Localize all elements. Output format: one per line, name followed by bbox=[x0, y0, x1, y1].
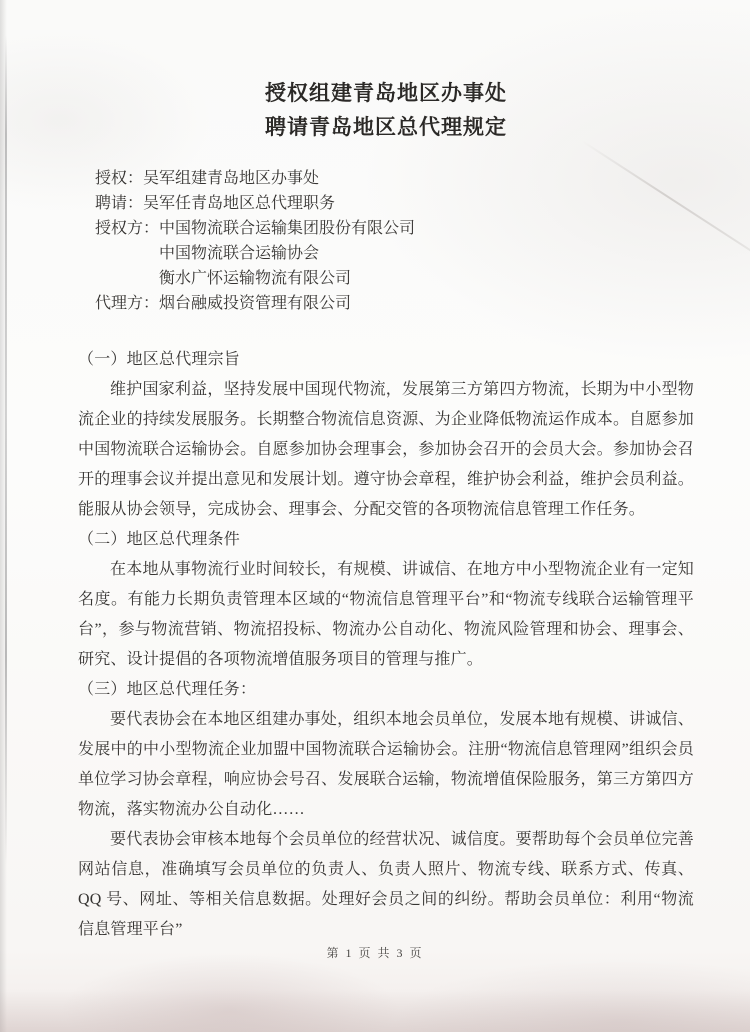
meta-value-authorizer-2: 中国物流联合运输协会 bbox=[159, 245, 320, 262]
meta-value-authorize: 吴军组建青岛地区办事处 bbox=[143, 170, 320, 187]
meta-label-appoint: 聘请： bbox=[95, 195, 144, 212]
meta-line-authorize bbox=[95, 166, 694, 191]
page-number: 第 1 页 共 3 页 bbox=[326, 946, 424, 960]
meta-label-agent: 代理方： bbox=[95, 295, 160, 312]
section-3-paragraph-1: 要代表协会在本地区组建办事处，组织本地会员单位，发展本地有规模、讲诚信、发展中的中小型物流企业加盟中国物流联合运输协会。注册“物流信息管理网”组织会员单位学习协会章程，响应协会号召、发展联合运输，物流增值保险服务，第三方第四方物流，落实物流办公自动化…… bbox=[78, 711, 694, 818]
document-body bbox=[78, 76, 694, 945]
title-line-2: 聘请青岛地区总代理规定 bbox=[265, 115, 507, 139]
meta-line-authorizer bbox=[95, 216, 694, 241]
document-content bbox=[78, 345, 694, 945]
section-3-heading: （三）地区总代理任务： bbox=[78, 681, 257, 698]
document-title bbox=[78, 76, 694, 144]
title-line-1: 授权组建青岛地区办事处 bbox=[265, 81, 507, 105]
meta-block bbox=[95, 166, 694, 316]
section-3-paragraph-2: 要代表协会审核本地每个会员单位的经营状况、诚信度。要帮助每个会员单位完善网站信息，准确填写会员单位的负责人、负责人照片、物流专线、联系方式、传真、QQ 号、网址、等相关信息数据。处理好会员之间的纠纷。帮助会员单位：利用“物流信息管理平台” bbox=[78, 831, 694, 938]
meta-label-authorizer: 授权方： bbox=[95, 220, 160, 237]
scan-crease-left bbox=[5, 35, 7, 865]
meta-value-authorizer-3: 衡水广怀运输物流有限公司 bbox=[159, 270, 352, 287]
meta-line-appoint bbox=[95, 191, 694, 216]
meta-label-authorize: 授权： bbox=[95, 170, 144, 187]
meta-value-agent: 烟台融威投资管理有限公司 bbox=[159, 295, 352, 312]
meta-line-agent bbox=[95, 291, 694, 316]
meta-value-authorizer-1: 中国物流联合运输集团股份有限公司 bbox=[159, 220, 416, 237]
section-1-heading: （一）地区总代理宗旨 bbox=[78, 351, 241, 368]
section-2-paragraph-1: 在本地从事物流行业时间较长，有规模、讲诚信、在地方中小型物流企业有一定知名度。有能力长期负责管理本区域的“物流信息管理平台”和“物流专线联合运输管理平台”，参与物流营销、物流招投标、物流办公自动化、物流风险管理和协会、理事会、研究、设计提倡的各项物流增值服务项目的管理与推广。 bbox=[78, 561, 694, 668]
meta-value-appoint: 吴军任青岛地区总代理职务 bbox=[143, 195, 336, 212]
section-2-heading: （二）地区总代理条件 bbox=[78, 531, 241, 548]
meta-line-authorizer-3 bbox=[95, 266, 694, 291]
scan-shadow-bottom bbox=[0, 990, 750, 1032]
section-1-paragraph-1: 维护国家利益，坚持发展中国现代物流，发展第三方第四方物流，长期为中小型物流企业的持续发展服务。长期整合物流信息资源、为企业降低物流运作成本。自愿参加中国物流联合运输协会。自愿参加协会理事会，参加协会召开的会员大会。参加协会召开的理事会议并提出意见和发展计划。遵守协会章程，维护协会利益，维护会员利益。能服从协会领导，完成协会、理事会、分配交管的各项物流信息管理工作任务。 bbox=[78, 381, 694, 518]
meta-line-authorizer-2 bbox=[95, 241, 694, 266]
